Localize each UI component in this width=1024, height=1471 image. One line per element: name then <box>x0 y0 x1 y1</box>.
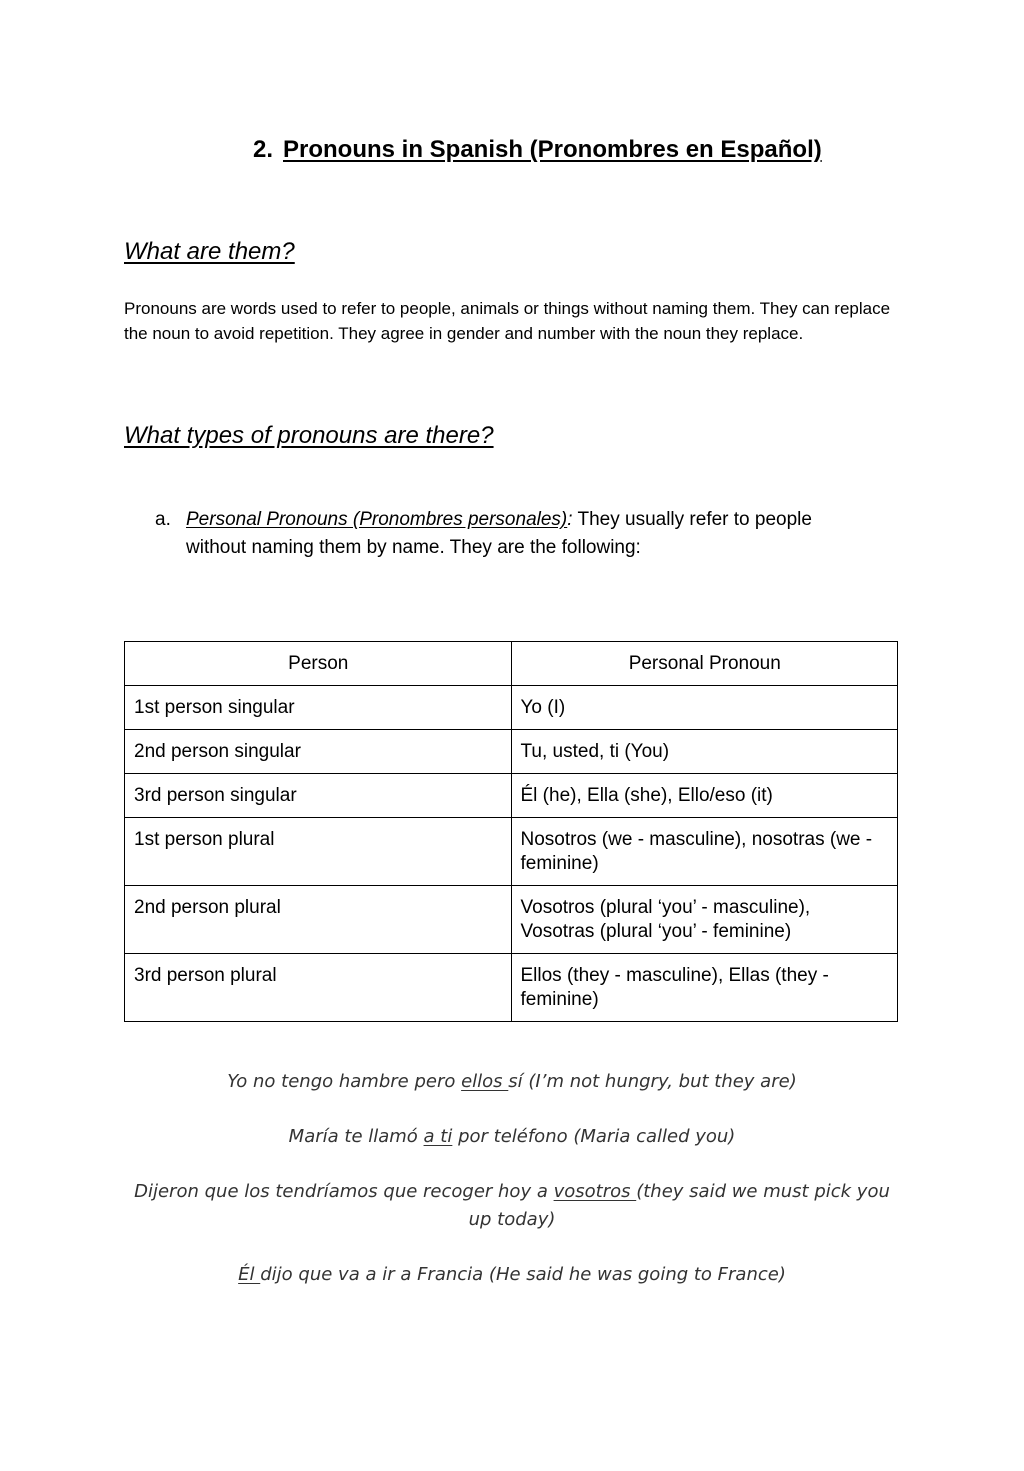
example-text: sí (I’m not hungry, but they are) <box>508 1071 797 1092</box>
personal-pronouns-table <box>124 641 898 1022</box>
table-row <box>125 686 898 730</box>
heading-what-are-them: What are them? <box>124 238 295 265</box>
table-cell-person: 3rd person plural <box>125 954 512 1022</box>
table-row <box>125 774 898 818</box>
table-row <box>125 818 898 886</box>
table-cell-person: 2nd person plural <box>125 886 512 954</box>
example-sentence <box>124 1123 900 1151</box>
list-item-term: Personal Pronouns (Pronombres personales) <box>186 509 568 530</box>
table-cell-pronoun: Ellos (they - masculine), Ellas (they - feminine) <box>511 954 898 1022</box>
intro-paragraph: Pronouns are words used to refer to people, animals or things without naming them. They can replace the noun to avoid repetition. They agree in gender and number with the noun they replace. <box>124 299 891 343</box>
title-number: 2. <box>253 136 274 163</box>
table-cell-person: 1st person plural <box>125 818 512 886</box>
table-header-row <box>125 642 898 686</box>
example-text: dijo que va a ir a Francia (He said he was going to France) <box>260 1264 786 1285</box>
example-text: Yo no tengo hambre pero <box>227 1071 462 1092</box>
example-text: María te llamó <box>288 1126 424 1147</box>
table-row <box>125 954 898 1022</box>
list-item-colon: : <box>567 509 573 530</box>
table-header-cell: Person <box>125 642 512 686</box>
example-pronoun: Él <box>238 1264 261 1285</box>
table-row <box>125 886 898 954</box>
example-pronoun: a ti <box>423 1126 453 1147</box>
table-cell-person: 2nd person singular <box>125 730 512 774</box>
table-header-cell: Personal Pronoun <box>511 642 898 686</box>
table-cell-pronoun: Yo (I) <box>511 686 898 730</box>
title-text: Pronouns in Spanish (Pronombres en Español) <box>283 136 822 163</box>
table-row <box>125 730 898 774</box>
example-sentence <box>124 1178 900 1234</box>
example-sentence <box>124 1068 900 1096</box>
table-cell-pronoun: Nosotros (we - masculine), nosotras (we - feminine) <box>511 818 898 886</box>
example-text: por teléfono (Maria called you) <box>452 1126 736 1147</box>
example-sentences <box>124 1068 900 1316</box>
example-text: (they said we must pick you up today) <box>468 1181 890 1230</box>
table-cell-person: 3rd person singular <box>125 774 512 818</box>
table-cell-person: 1st person singular <box>125 686 512 730</box>
heading-types-of-pronouns: What types of pronouns are there? <box>124 422 494 449</box>
table-cell-pronoun: Tu, usted, ti (You) <box>511 730 898 774</box>
list-item-description: They usually refer to people without naming them by name. They are the following: <box>186 509 812 558</box>
list-item-personal-pronouns <box>155 506 875 562</box>
example-pronoun: vosotros <box>553 1181 637 1202</box>
page-title <box>253 136 822 164</box>
example-sentence <box>124 1261 900 1289</box>
table-cell-pronoun: Él (he), Ella (she), Ello/eso (it) <box>511 774 898 818</box>
example-text: Dijeron que los tendríamos que recoger hoy a <box>134 1181 554 1202</box>
list-marker: a. <box>155 509 171 530</box>
table-cell-pronoun: Vosotros (plural ‘you’ - masculine), Vosotras (plural ‘you’ - feminine) <box>511 886 898 954</box>
example-pronoun: ellos <box>461 1071 509 1092</box>
